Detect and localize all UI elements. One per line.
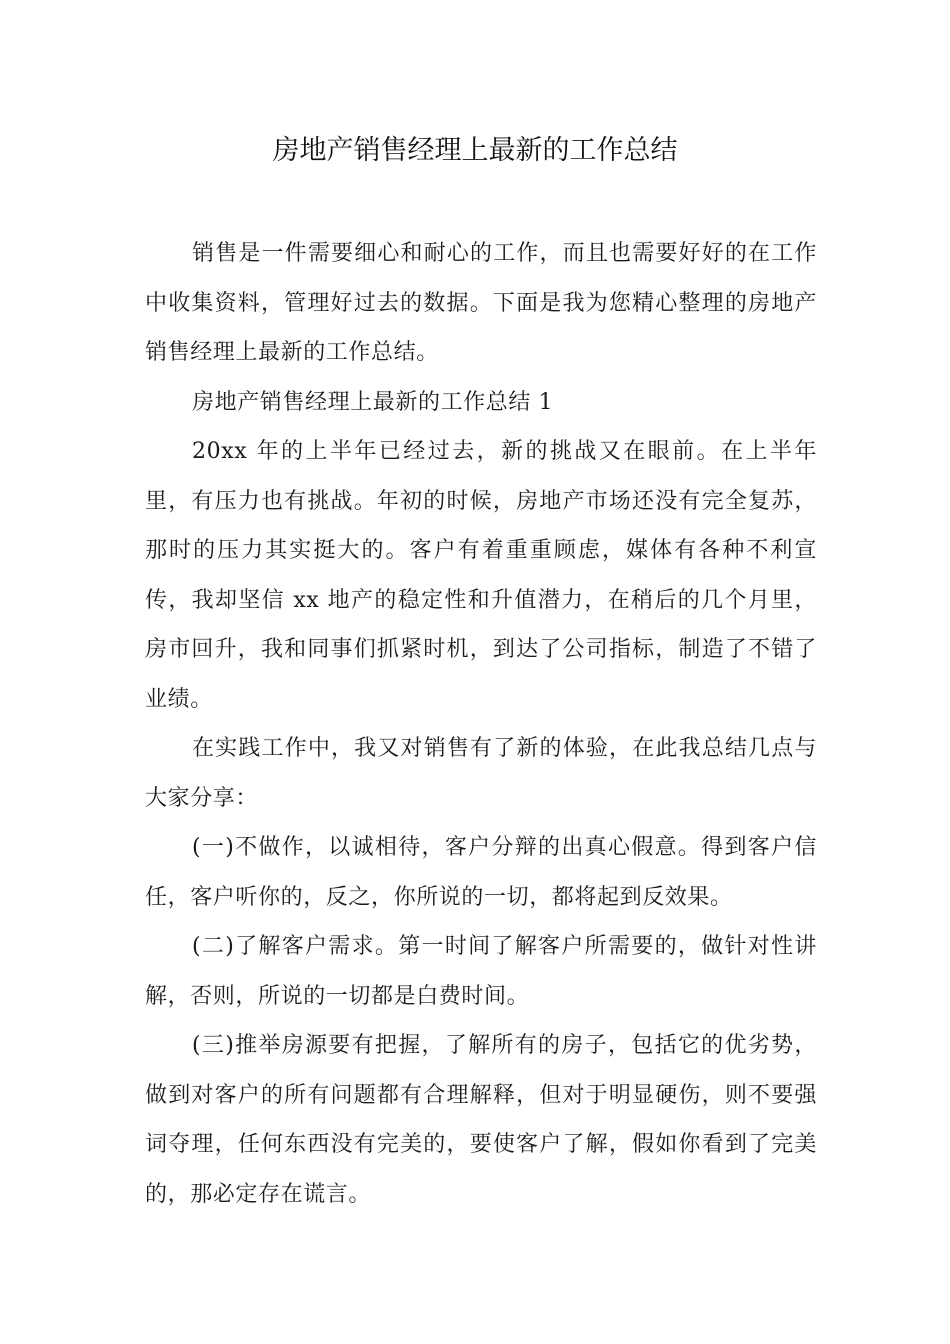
- document-body: [145, 229, 817, 1219]
- intro-paragraph: 销售是一件需要细心和耐心的工作，而且也需要好好的在工作中收集资料，管理好过去的数据。下面是我为您精心整理的房地产销售经理上最新的工作总结。: [145, 241, 817, 365]
- list-item-2: (二)了解客户需求。第一时间了解客户所需要的，做针对性讲解，否则，所说的一切都是白费时间。: [145, 934, 817, 1009]
- document-title: 房地产销售经理上最新的工作总结: [272, 135, 678, 166]
- list-item-1: (一)不做作，以诚相待，客户分辩的出真心假意。得到客户信任，客户听你的，反之，你所说的一切，都将起到反效果。: [145, 835, 817, 910]
- section-heading: 房地产销售经理上最新的工作总结 1: [192, 389, 554, 415]
- body-paragraph: 在实践工作中，我又对销售有了新的体验，在此我总结几点与大家分享：: [145, 736, 817, 811]
- body-paragraph: 20xx 年的上半年已经过去，新的挑战又在眼前。在上半年里，有压力也有挑战。年初的时候，房地产市场还没有完全复苏，那时的压力其实挺大的。客户有着重重顾虑，媒体有各种不利宣传，我却坚信 xx 地产的稳定性和升值潜力，在稍后的几个月里，房市回升，我和同事们抓紧时机，到达了公司指标，制造了不错了业绩。: [145, 439, 817, 712]
- list-item-3: (三)推举房源要有把握，了解所有的房子，包括它的优劣势，做到对客户的所有问题都有合理解释，但对于明显硬伤，则不要强词夺理，任何东西没有完美的，要使客户了解，假如你看到了完美的，那必定存在谎言。: [145, 1033, 817, 1207]
